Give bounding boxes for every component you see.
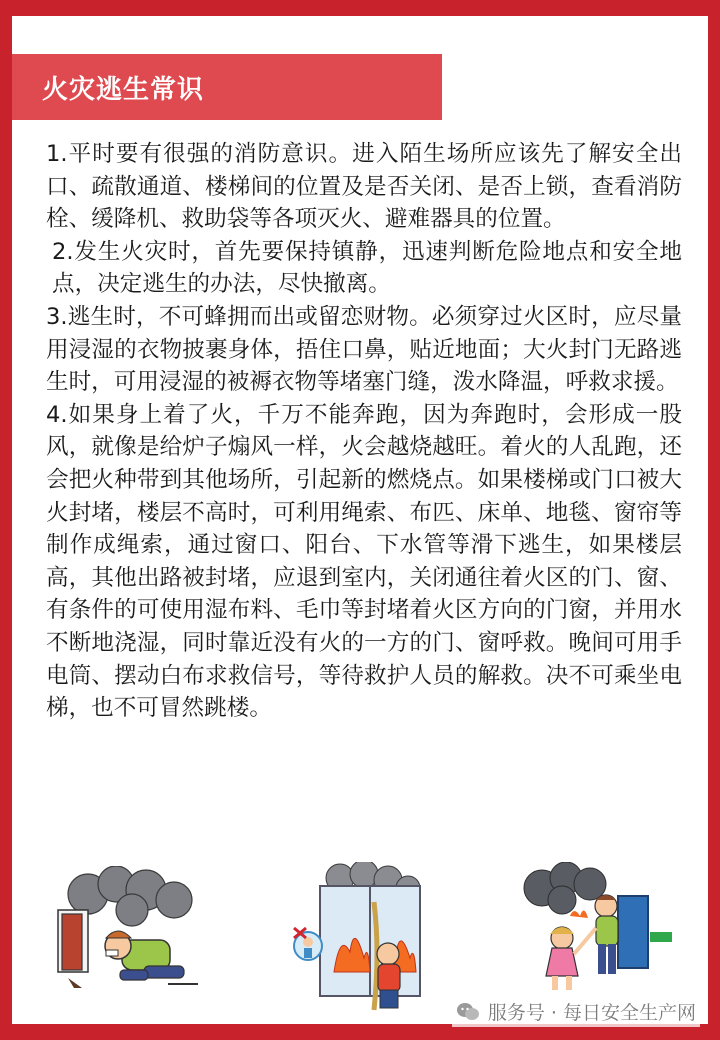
article-body [46, 138, 682, 725]
guided-evacuation-illustration [500, 862, 680, 997]
page-title: 火灾逃生常识 [42, 74, 205, 105]
paragraph-3: 3.逃生时，不可蜂拥而出或留恋财物。必须穿过火区时，应尽量用浸湿的衣物披裹身体，捂住口鼻，贴近地面；大火封门无路逃生时，可用浸湿的被褥衣物等堵塞门缝，泼水降温，呼救求援。 [46, 303, 682, 396]
watermark [452, 996, 700, 1027]
paragraph-1: 1.平时要有很强的消防意识。进入陌生场所应该先了解安全出口、疏散通道、楼梯间的位置及是否关闭、是否上锁，查看消防栓、缓降机、救助袋等各项灭火、避难器具的位置。 [46, 141, 682, 233]
title-bar [12, 54, 442, 120]
paragraph-4: 4.如果身上着了火，千万不能奔跑，因为奔跑时，会形成一股风，就像是给炉子煽风一样，火会越烧越旺。着火的人乱跑，还会把火种带到其他场所，引起新的燃烧点。如果楼梯或门口被大火封堵，楼层不高时，可利用绳索、布匹、床单、地毯、窗帘等制作成绳索，通过窗口、阳台、下水管等滑下逃生，如果楼层高，其他出路被封堵，应退到室内，关闭通往着火区的门、窗、有条件的可使用湿布料、毛巾等封堵着火区方向的门窗，并用水不断地浇湿，同时靠近没有火的一方的门、窗呼救。晚间可用手电筒、摆动白布求救信号，等待救护人员的解救。决不可乘坐电梯，也不可冒然跳楼。 [46, 401, 682, 722]
wechat-channel-icon [456, 1001, 480, 1023]
rope-escape-illustration [290, 862, 430, 1012]
crawl-under-smoke-illustration [48, 866, 208, 1006]
paragraph-2: 2.发生火灾时，首先要保持镇静，迅速判断危险地点和安全地点，决定逃生的办法，尽快撤离。 [52, 238, 682, 298]
watermark-text: 服务号 · 每日安全生产网 [487, 1002, 696, 1024]
